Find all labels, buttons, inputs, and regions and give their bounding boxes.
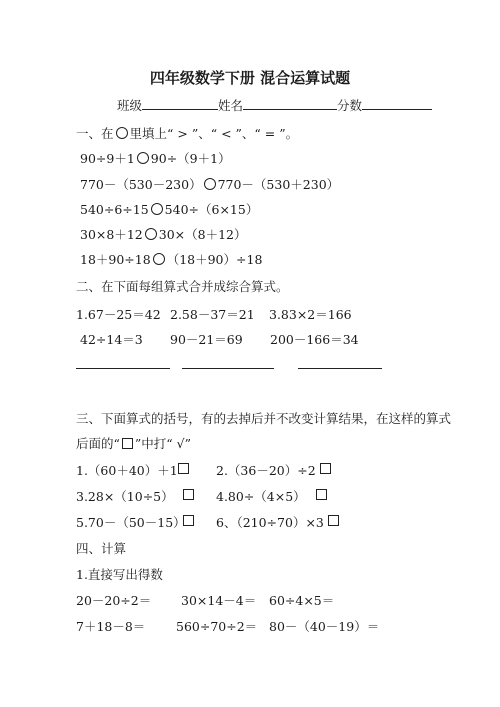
calc-item: 80－（40－19）＝ (269, 619, 380, 634)
name-label: 姓名 (218, 98, 244, 113)
compare-item: 90÷9＋1 90÷（9＋1） (80, 151, 231, 166)
calc-item: 560÷70÷2＝ (176, 619, 258, 634)
equation: 3.83×2＝166 (269, 307, 352, 322)
answer-line[interactable] (76, 368, 170, 369)
answer-circle[interactable] (151, 203, 163, 215)
equation: 90－21＝69 (170, 332, 243, 347)
score-field[interactable] (362, 97, 432, 110)
answer-circle[interactable] (137, 152, 149, 164)
section-3-heading: 三、下面算式的括号，有的去掉后并不改变计算结果，在这样的算式 (76, 411, 452, 426)
compare-item: 540÷6÷15 540÷（6×15） (80, 202, 259, 217)
name-field[interactable] (243, 97, 337, 110)
calc-item: 20－20÷2＝ (76, 593, 152, 608)
equation: 2.58－37＝21 (170, 307, 255, 322)
answer-checkbox[interactable] (183, 515, 194, 526)
calc-item: 30×14－4＝ (181, 593, 257, 608)
answer-checkbox[interactable] (178, 463, 189, 474)
answer-checkbox[interactable] (320, 463, 331, 474)
compare-item: 18＋90÷18 （18＋90）÷18 (80, 252, 263, 267)
equation: 42÷14＝3 (80, 332, 143, 347)
answer-circle[interactable] (204, 178, 216, 190)
checkbox-symbol-icon (122, 438, 133, 449)
score-label: 分数 (337, 98, 363, 113)
answer-line[interactable] (182, 368, 274, 369)
bracket-item: 4.80÷（4×5） (216, 489, 306, 504)
answer-checkbox[interactable] (328, 515, 339, 526)
bracket-item: 3.28×（10÷5） (76, 489, 174, 504)
equation: 200－166＝34 (270, 332, 359, 347)
section-2-heading: 二、在下面每组算式合并成综合算式。 (76, 279, 289, 294)
compare-item: 30×8＋12 30×（8＋12） (80, 227, 247, 242)
answer-circle[interactable] (145, 228, 157, 240)
page-title: 四年级数学下册 混合运算试题 (149, 69, 351, 87)
bracket-item: 1.（60＋40）＋1 (76, 463, 178, 478)
class-label: 班级 (117, 98, 143, 113)
section-1-heading: 一、在 里填上“ > ”、“ < ”、“ = ”。 (76, 126, 299, 141)
answer-line[interactable] (298, 368, 382, 369)
section-4-subheading: 1.直接写出得数 (76, 567, 163, 582)
equation: 1.67－25＝42 (76, 307, 161, 322)
bracket-item: 6、（210÷70）×3 (216, 515, 324, 530)
calc-item: 60÷4×5＝ (269, 593, 335, 608)
section-4-heading: 四、计算 (76, 541, 127, 556)
class-field[interactable] (142, 97, 218, 110)
student-info-row (117, 96, 432, 114)
bracket-item: 2.（36－20）÷2 (216, 463, 316, 478)
answer-circle[interactable] (153, 253, 165, 265)
answer-checkbox[interactable] (316, 489, 327, 500)
answer-checkbox[interactable] (183, 489, 194, 500)
section-3-heading-cont: 后面的“ ”中打“ √” (76, 436, 192, 451)
bracket-item: 5.70－（50－15） (76, 515, 186, 530)
circle-symbol-icon (116, 127, 128, 139)
compare-item: 770－（530－230） 770－（530＋230） (80, 177, 340, 192)
calc-item: 7＋18－8＝ (76, 619, 146, 634)
